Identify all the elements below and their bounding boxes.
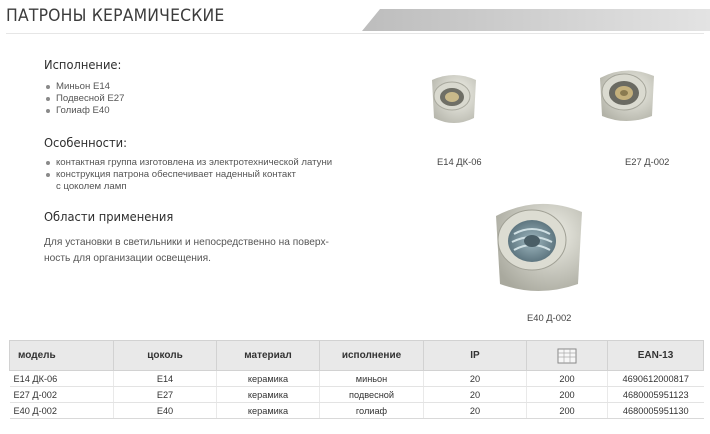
cell-type: подвесной — [320, 387, 424, 403]
socket-e14-image — [420, 66, 488, 132]
socket-e40-image — [486, 194, 590, 298]
list-item: конструкция патрона обеспечивает наденный контакт — [46, 169, 332, 181]
table-row — [10, 387, 704, 403]
cell-model: Е27 Д-002 — [10, 387, 114, 403]
col-header-base: цоколь — [114, 341, 217, 371]
table-header-row — [10, 341, 704, 371]
cell-ean: 4680005951123 — [608, 387, 704, 403]
spec-table-wrapper — [9, 340, 703, 419]
product-caption: Е14 ДК-06 — [437, 156, 482, 167]
title-divider — [6, 33, 704, 34]
cell-ean: 4690612000817 — [608, 371, 704, 387]
execution-list — [46, 81, 124, 117]
col-header-model: модель — [10, 341, 114, 371]
cell-material: керамика — [217, 403, 320, 419]
list-item: Подвесной Е27 — [46, 93, 124, 105]
cell-ip: 20 — [424, 371, 527, 387]
product-caption: Е27 Д-002 — [625, 156, 670, 167]
list-item-continuation: с цоколем ламп — [56, 181, 127, 192]
title-decorative-bar — [362, 9, 710, 31]
cell-ip: 20 — [424, 387, 527, 403]
table-row — [10, 371, 704, 387]
list-item: Голиаф Е40 — [46, 105, 124, 117]
application-text-line: ность для организации освещения. — [44, 253, 211, 264]
col-header-material: материал — [217, 341, 320, 371]
package-quantity-icon — [557, 348, 577, 364]
cell-ip: 20 — [424, 403, 527, 419]
col-header-ean: EAN-13 — [608, 341, 704, 371]
cell-model: Е14 ДК-06 — [10, 371, 114, 387]
list-item: Миньон Е14 — [46, 81, 124, 93]
cell-type: миньон — [320, 371, 424, 387]
features-heading: Особенности: — [44, 135, 128, 150]
cell-base: Е40 — [114, 403, 217, 419]
cell-base: Е14 — [114, 371, 217, 387]
cell-material: керамика — [217, 387, 320, 403]
application-heading: Области применения — [44, 209, 174, 224]
cell-ean: 4680005951130 — [608, 403, 704, 419]
col-header-ip: IP — [424, 341, 527, 371]
cell-package: 200 — [527, 371, 608, 387]
col-header-package — [527, 341, 608, 371]
features-list — [46, 157, 332, 193]
cell-base: Е27 — [114, 387, 217, 403]
table-row — [10, 403, 704, 419]
cell-model: Е40 Д-002 — [10, 403, 114, 419]
socket-e27-image — [592, 62, 662, 128]
cell-package: 200 — [527, 403, 608, 419]
spec-table — [9, 340, 704, 419]
list-item: контактная группа изготовлена из электротехнической латуни — [46, 157, 332, 169]
cell-type: голиаф — [320, 403, 424, 419]
page-title: ПАТРОНЫ КЕРАМИЧЕСКИЕ — [6, 6, 225, 26]
product-caption: Е40 Д-002 — [527, 312, 572, 323]
application-text-line: Для установки в светильники и непосредственно на поверх- — [44, 237, 329, 248]
execution-heading: Исполнение: — [44, 57, 122, 72]
application-text — [44, 235, 364, 267]
cell-material: керамика — [217, 371, 320, 387]
cell-package: 200 — [527, 387, 608, 403]
col-header-type: исполнение — [320, 341, 424, 371]
